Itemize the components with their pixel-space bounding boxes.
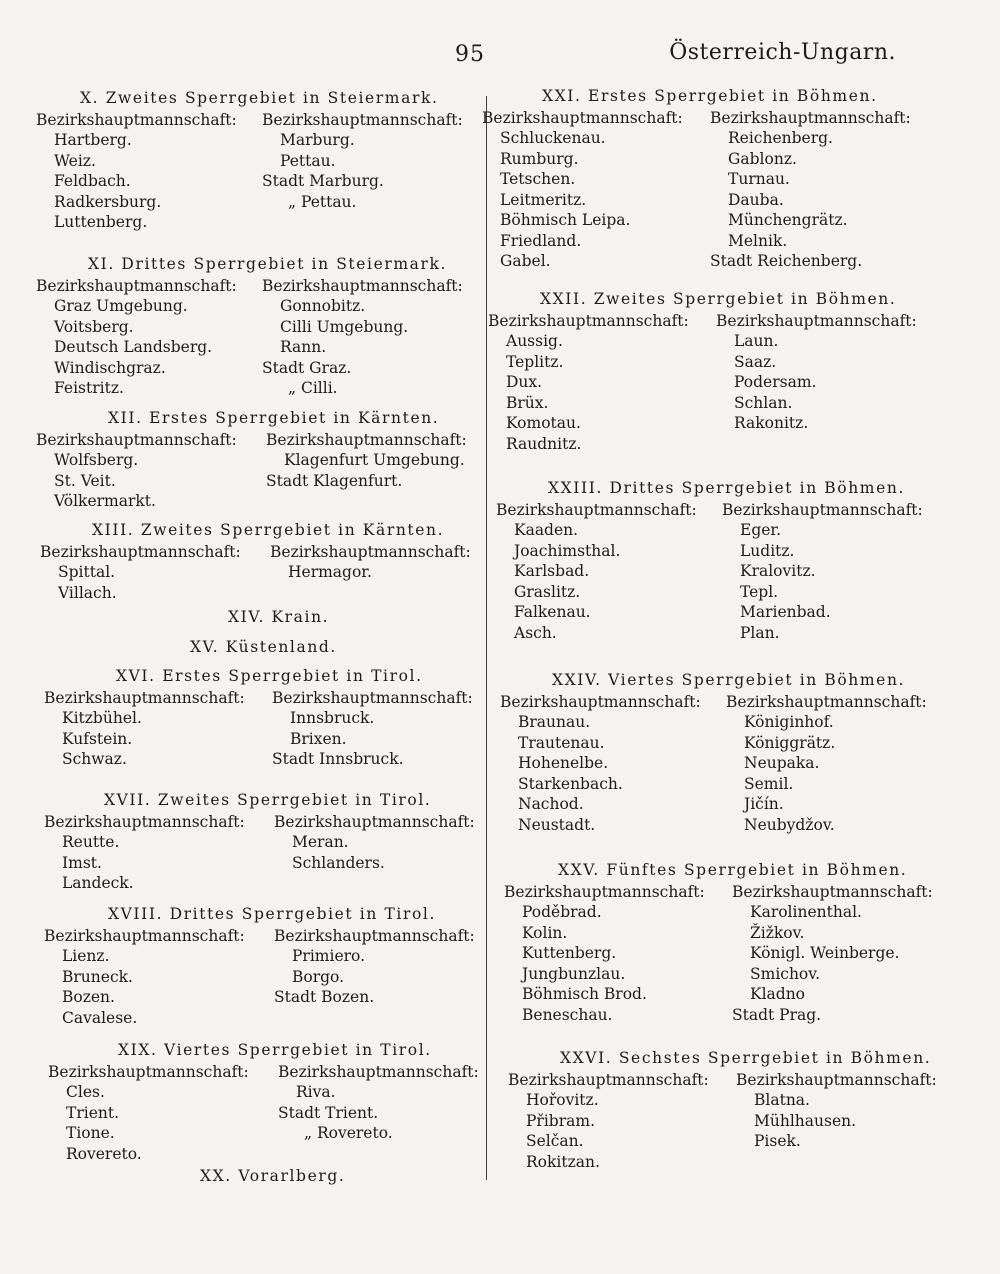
- district-item: Schluckenau.: [500, 129, 606, 147]
- district-item: Borgo.: [292, 967, 345, 986]
- district-item: Aussig.: [506, 332, 563, 350]
- column-header: Bezirkshauptmannschaft:: [272, 688, 473, 707]
- district-item: Podersam.: [734, 373, 817, 391]
- district-item: Karlsbad.: [514, 562, 590, 580]
- district-item: Neustadt.: [518, 815, 596, 834]
- district-item: Primiero.: [292, 947, 366, 965]
- district-item: Stadt Prag.: [732, 1005, 822, 1024]
- district-item: Neubydžov.: [744, 815, 835, 834]
- district-item: „ Pettau.: [288, 192, 357, 211]
- district-columns: [44, 688, 473, 770]
- district-item: „ Cilli.: [288, 379, 338, 397]
- sperrgebiet-section: [44, 904, 475, 1028]
- district-item: Königgrätz.: [744, 733, 836, 752]
- district-item: Windischgraz.: [54, 358, 166, 377]
- district-column: [722, 500, 923, 644]
- district-column: [48, 1062, 278, 1165]
- district-item: Smichov.: [750, 964, 821, 983]
- section-title: XIV. Krain.: [228, 608, 330, 626]
- district-item: Völkermarkt.: [54, 492, 156, 510]
- column-header: Bezirkshauptmannschaft:: [710, 108, 911, 127]
- district-item: Kolin.: [522, 923, 568, 942]
- section-title: XVIII. Drittes Sperrgebiet in Tirol.: [108, 905, 436, 923]
- district-item: Selčan.: [526, 1132, 584, 1150]
- district-item: Hartberg.: [54, 131, 132, 149]
- section-title: XX. Vorarlberg.: [200, 1167, 346, 1185]
- district-column: [262, 276, 463, 399]
- column-header: Bezirkshauptmannschaft:: [36, 276, 237, 295]
- district-columns: [508, 1070, 937, 1173]
- district-item: Kufstein.: [62, 729, 133, 748]
- district-item: Gabel.: [500, 252, 551, 270]
- district-column: [36, 110, 262, 233]
- column-header: Bezirkshauptmannschaft:: [274, 812, 475, 831]
- column-header: Bezirkshauptmannschaft:: [262, 276, 463, 295]
- column-header: Bezirkshauptmannschaft:: [496, 500, 697, 519]
- sperrgebiet-section: [36, 408, 467, 512]
- district-column: [36, 276, 262, 399]
- section-title: XXVI. Sechstes Sperrgebiet in Böhmen.: [560, 1049, 932, 1067]
- district-item: Landeck.: [62, 874, 134, 892]
- district-columns: [504, 882, 933, 1026]
- district-item: Pisek.: [754, 1132, 801, 1150]
- district-column: [496, 500, 722, 644]
- district-item: Cles.: [66, 1083, 105, 1101]
- district-column: [44, 926, 274, 1029]
- district-item: Rokitzan.: [526, 1152, 600, 1171]
- district-item: Kralovitz.: [740, 562, 816, 580]
- district-item: Marienbad.: [740, 603, 831, 621]
- sperrgebiet-section: [44, 790, 475, 894]
- district-item: Kaaden.: [514, 521, 579, 539]
- section-title: XXII. Zweites Sperrgebiet in Böhmen.: [540, 290, 897, 308]
- district-column: [736, 1070, 937, 1173]
- district-item: Hermagor.: [288, 563, 372, 581]
- district-item: Feistritz.: [54, 379, 124, 397]
- district-item: Stadt Marburg.: [262, 172, 384, 190]
- district-columns: [40, 542, 471, 604]
- district-item: Radkersburg.: [54, 192, 162, 211]
- column-header: Bezirkshauptmannschaft:: [736, 1070, 937, 1089]
- district-item: Schwaz.: [62, 750, 127, 768]
- district-item: Bruneck.: [62, 967, 133, 986]
- district-item: Imst.: [62, 853, 102, 872]
- sperrgebiet-section: [504, 860, 933, 1025]
- district-item: Lienz.: [62, 947, 110, 965]
- district-item: Münchengrätz.: [728, 211, 848, 229]
- column-header: Bezirkshauptmannschaft:: [262, 110, 463, 129]
- district-column: [262, 110, 463, 233]
- district-item: Poděbrad.: [522, 903, 602, 921]
- district-item: Raudnitz.: [506, 434, 582, 453]
- district-item: Joachimsthal.: [514, 541, 621, 560]
- district-column: [272, 688, 473, 770]
- district-item: Luditz.: [740, 541, 795, 560]
- page-number: 95: [455, 42, 485, 67]
- district-item: Jungbunzlau.: [522, 964, 626, 983]
- district-item: Rakonitz.: [734, 414, 809, 432]
- district-column: [716, 311, 917, 455]
- district-column: [44, 688, 272, 770]
- district-item: Falkenau.: [514, 603, 591, 621]
- column-header: Bezirkshauptmannschaft:: [722, 500, 923, 519]
- district-item: Teplitz.: [506, 352, 564, 371]
- sperrgebiet-section: [40, 520, 471, 603]
- district-item: Cilli Umgebung.: [280, 317, 409, 336]
- district-item: Marburg.: [280, 131, 355, 149]
- district-item: Asch.: [514, 623, 557, 642]
- district-columns: [488, 311, 917, 455]
- district-item: Stadt Innsbruck.: [272, 750, 404, 768]
- district-column: [274, 926, 475, 1029]
- district-item: Klagenfurt Umgebung.: [284, 451, 465, 469]
- district-column: [270, 542, 471, 604]
- district-item: Plan.: [740, 623, 780, 642]
- district-item: Schlanders.: [292, 853, 385, 872]
- column-header: Bezirkshauptmannschaft:: [482, 108, 683, 127]
- sperrgebiet-section: [44, 666, 473, 770]
- district-columns: [48, 1062, 479, 1165]
- district-item: Stadt Bozen.: [274, 988, 375, 1006]
- district-item: Dauba.: [728, 190, 784, 209]
- column-header: Bezirkshauptmannschaft:: [732, 882, 933, 901]
- district-item: Starkenbach.: [518, 774, 623, 793]
- district-item: Hohenelbe.: [518, 754, 609, 772]
- district-item: Friedland.: [500, 231, 582, 250]
- district-item: Mühlhausen.: [754, 1111, 857, 1130]
- district-item: Laun.: [734, 332, 779, 350]
- district-item: Karolinenthal.: [750, 903, 862, 921]
- district-item: Bozen.: [62, 988, 115, 1006]
- district-item: Eger.: [740, 521, 782, 539]
- district-item: Graz Umgebung.: [54, 297, 188, 315]
- district-item: Reutte.: [62, 833, 120, 851]
- sperrgebiet-section: [488, 289, 917, 454]
- running-head: Österreich-Ungarn.: [669, 40, 896, 65]
- district-item: Hořovitz.: [526, 1091, 599, 1109]
- district-item: Saaz.: [734, 352, 777, 371]
- district-item: Stadt Klagenfurt.: [266, 471, 403, 490]
- district-item: Melnik.: [728, 231, 788, 250]
- district-item: Braunau.: [518, 713, 591, 731]
- district-columns: [44, 812, 475, 894]
- sperrgebiet-section: [36, 254, 463, 399]
- sperrgebiet-section: [190, 637, 337, 659]
- district-item: Innsbruck.: [290, 709, 375, 727]
- district-column: [274, 812, 475, 894]
- district-column: [504, 882, 732, 1026]
- district-item: Böhmisch Brod.: [522, 985, 647, 1003]
- district-column: [36, 430, 266, 512]
- district-item: Dux.: [506, 373, 543, 391]
- district-columns: [36, 430, 467, 512]
- section-title: XIII. Zweites Sperrgebiet in Kärnten.: [92, 521, 445, 539]
- district-columns: [496, 500, 923, 644]
- column-header: Bezirkshauptmannschaft:: [716, 311, 917, 330]
- column-header: Bezirkshauptmannschaft:: [508, 1070, 709, 1089]
- section-title: XII. Erstes Sperrgebiet in Kärnten.: [108, 409, 440, 427]
- column-header: Bezirkshauptmannschaft:: [48, 1062, 249, 1081]
- district-item: Brüx.: [506, 393, 549, 412]
- district-item: Graslitz.: [514, 582, 581, 601]
- district-item: Königinhof.: [744, 713, 834, 731]
- section-title: XXV. Fünftes Sperrgebiet in Böhmen.: [558, 861, 908, 879]
- district-item: Brixen.: [290, 729, 347, 748]
- district-item: Gablonz.: [728, 149, 797, 168]
- district-item: Meran.: [292, 833, 349, 851]
- district-column: [482, 108, 710, 272]
- district-item: Böhmisch Leipa.: [500, 211, 631, 229]
- district-columns: [36, 110, 463, 233]
- sperrgebiet-section: [482, 86, 911, 272]
- sperrgebiet-section: [200, 1166, 345, 1188]
- district-item: Weiz.: [54, 151, 96, 170]
- district-item: Stadt Reichenberg.: [710, 252, 863, 270]
- district-item: Tetschen.: [500, 170, 576, 188]
- column-header: Bezirkshauptmannschaft:: [44, 688, 245, 707]
- column-header: Bezirkshauptmannschaft:: [40, 542, 241, 561]
- district-item: Beneschau.: [522, 1005, 613, 1024]
- district-item: Leitmeritz.: [500, 190, 587, 209]
- column-header: Bezirkshauptmannschaft:: [500, 692, 701, 711]
- district-item: Přibram.: [526, 1111, 595, 1130]
- district-item: Neupaka.: [744, 754, 820, 772]
- district-item: Kuttenberg.: [522, 944, 617, 962]
- district-column: [508, 1070, 736, 1173]
- district-item: Rovereto.: [66, 1144, 142, 1163]
- district-item: Kladno: [750, 985, 806, 1003]
- district-column: [488, 311, 716, 455]
- district-item: Jičín.: [744, 795, 784, 813]
- district-item: Tione.: [66, 1124, 115, 1142]
- district-item: Pettau.: [280, 151, 336, 170]
- district-item: Trautenau.: [518, 733, 605, 752]
- district-item: Rumburg.: [500, 149, 579, 168]
- district-item: Semil.: [744, 774, 794, 793]
- column-header: Bezirkshauptmannschaft:: [274, 926, 475, 945]
- column-header: Bezirkshauptmannschaft:: [488, 311, 689, 330]
- column-header: Bezirkshauptmannschaft:: [36, 110, 237, 129]
- district-item: Nachod.: [518, 795, 584, 813]
- district-item: Stadt Graz.: [262, 358, 352, 377]
- column-header: Bezirkshauptmannschaft:: [504, 882, 705, 901]
- column-header: Bezirkshauptmannschaft:: [36, 430, 237, 449]
- district-column: [710, 108, 911, 272]
- district-item: St. Veit.: [54, 471, 116, 490]
- district-item: Villach.: [58, 583, 117, 602]
- district-item: Žižkov.: [750, 923, 805, 942]
- district-item: „ Rovereto.: [304, 1124, 393, 1142]
- section-title: XV. Küstenland.: [190, 638, 337, 656]
- column-header: Bezirkshauptmannschaft:: [266, 430, 467, 449]
- district-item: Riva.: [296, 1083, 336, 1101]
- district-item: Komotau.: [506, 414, 581, 432]
- column-header: Bezirkshauptmannschaft:: [44, 812, 245, 831]
- district-column: [266, 430, 467, 512]
- district-item: Feldbach.: [54, 172, 131, 190]
- district-columns: [482, 108, 911, 272]
- district-column: [500, 692, 726, 836]
- district-item: Turnau.: [728, 170, 790, 188]
- sperrgebiet-section: [496, 478, 923, 643]
- sperrgebiet-section: [48, 1040, 479, 1164]
- district-item: Stadt Trient.: [278, 1103, 379, 1122]
- column-header: Bezirkshauptmannschaft:: [44, 926, 245, 945]
- district-columns: [36, 276, 463, 399]
- district-column: [44, 812, 274, 894]
- sperrgebiet-section: [228, 607, 329, 629]
- district-columns: [44, 926, 475, 1029]
- column-header: Bezirkshauptmannschaft:: [270, 542, 471, 561]
- district-item: Deutsch Landsberg.: [54, 338, 213, 356]
- section-title: XXI. Erstes Sperrgebiet in Böhmen.: [542, 87, 878, 105]
- district-item: Rann.: [280, 338, 327, 356]
- district-column: [732, 882, 933, 1026]
- district-item: Gonnobitz.: [280, 297, 366, 315]
- district-column: [40, 542, 270, 604]
- section-title: XXIII. Drittes Sperrgebiet in Böhmen.: [548, 479, 905, 497]
- district-item: Spittal.: [58, 563, 116, 581]
- district-item: Trient.: [66, 1103, 120, 1122]
- district-item: Cavalese.: [62, 1008, 138, 1027]
- section-title: XVII. Zweites Sperrgebiet in Tirol.: [104, 791, 432, 809]
- section-title: XVI. Erstes Sperrgebiet in Tirol.: [116, 667, 423, 685]
- section-title: XIX. Viertes Sperrgebiet in Tirol.: [118, 1041, 432, 1059]
- district-item: Voitsberg.: [54, 317, 134, 336]
- section-title: X. Zweites Sperrgebiet in Steiermark.: [80, 89, 439, 107]
- district-item: Königl. Weinberge.: [750, 944, 900, 962]
- sperrgebiet-section: [36, 88, 463, 233]
- section-title: XXIV. Viertes Sperrgebiet in Böhmen.: [552, 671, 906, 689]
- district-item: Kitzbühel.: [62, 709, 142, 727]
- district-item: Reichenberg.: [728, 129, 833, 147]
- section-title: XI. Drittes Sperrgebiet in Steiermark.: [88, 255, 448, 273]
- district-item: Wolfsberg.: [54, 451, 139, 469]
- district-column: [726, 692, 927, 836]
- district-columns: [500, 692, 927, 836]
- sperrgebiet-section: [508, 1048, 937, 1172]
- district-item: Tepl.: [740, 582, 779, 601]
- district-item: Blatna.: [754, 1091, 810, 1109]
- sperrgebiet-section: [500, 670, 927, 835]
- column-header: Bezirkshauptmannschaft:: [278, 1062, 479, 1081]
- district-item: Luttenberg.: [54, 213, 148, 231]
- district-item: Schlan.: [734, 393, 793, 412]
- column-header: Bezirkshauptmannschaft:: [726, 692, 927, 711]
- district-column: [278, 1062, 479, 1165]
